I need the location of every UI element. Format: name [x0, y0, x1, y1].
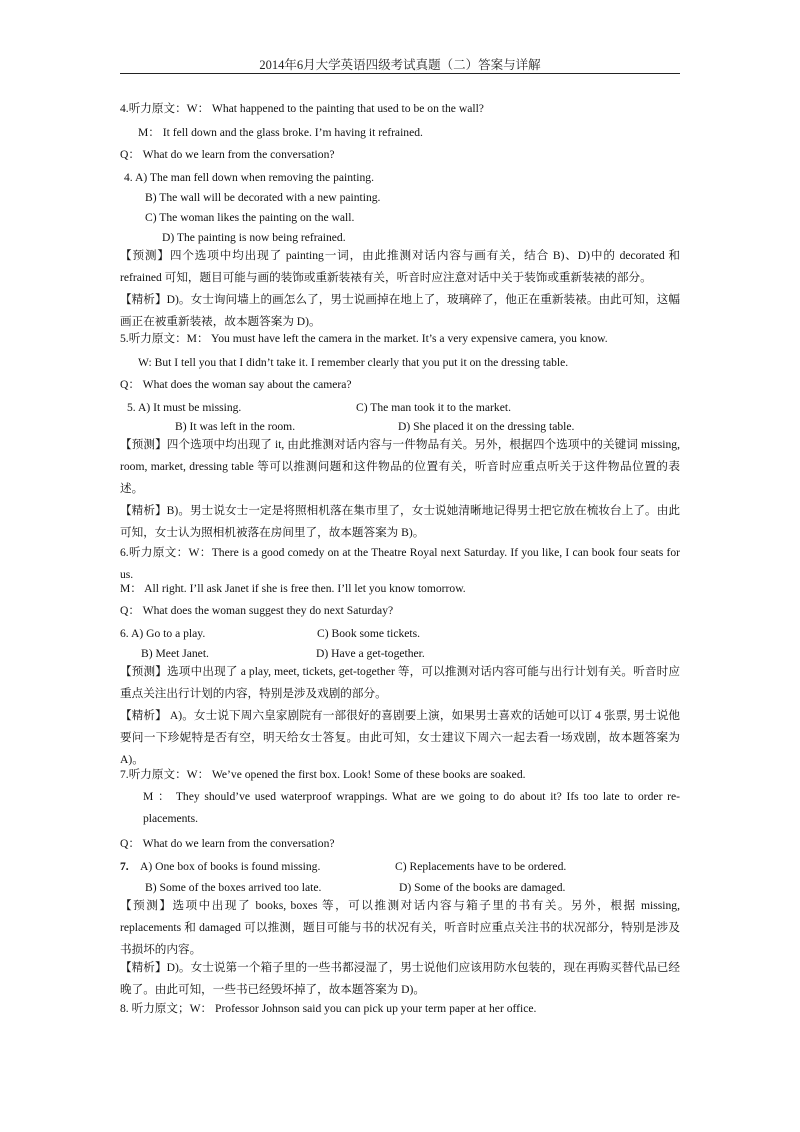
- q4-original-m: M： It fell down and the glass broke. I’m having it refrained.: [138, 126, 423, 139]
- q7-prediction: 【预测】选项中出现了 books, boxes 等，可以推测对话内容与箱子里的书有关。另外，根据 missing, replacements 和 damaged 可以推测，题目可能与书的状况有关，听音时应重点关注书的状况部分，特别是涉及书损坏的内容。: [120, 899, 680, 956]
- q5-option-a: 5. A) It must be missing.: [127, 401, 242, 414]
- q7-original-m: M ： They should’ve used waterproof wrappings. What are we going to do about it? Ifs too late to order re-placements.: [143, 790, 680, 825]
- q6-option-a: 6. A) Go to a play.: [120, 627, 206, 640]
- q6-option-b: B) Meet Janet.: [141, 647, 209, 660]
- page-header-title: 2014年6月大学英语四级考试真题（二）答案与详解: [259, 58, 541, 72]
- q5-option-b: B) It was left in the room.: [175, 420, 296, 433]
- q5-option-c: C) The man took it to the market.: [356, 401, 511, 414]
- q4-option-a: 4. A) The man fell down when removing the painting.: [124, 171, 374, 184]
- q7-option-d: D) Some of the books are damaged.: [399, 881, 566, 894]
- q6-analysis: 【精析】 A)。女士说下周六皇家剧院有一部很好的喜剧要上演，如果男士喜欢的话她可以订 4 张票, 男士说他要问一下珍妮特是否有空，明天给女士答复。由此可知，女士建议下周六一起去看一场戏剧，故本题答案为 A)。: [120, 709, 680, 766]
- q7-option-b: B) Some of the boxes arrived too late.: [145, 881, 322, 894]
- q7-original-w: 7.听力原文：W： We’ve opened the first box. Look! Some of these books are soaked.: [120, 768, 526, 781]
- q4-original-w: 4.听力原文：W： What happened to the painting that used to be on the wall?: [120, 102, 484, 115]
- q4-prediction: 【预测】四个选项中均出现了 painting一词，由此推测对话内容与画有关，结合 B)、D)中的 decorated 和 refrained 可知，题目可能与画的装饰或重新装裱有关，听音时应注意对话中关于装饰或重新装裱的部分。: [120, 249, 680, 284]
- q6-prediction: 【预测】选项中出现了 a play, meet, tickets, get-together 等，可以推测对话内容可能与出行计划有关。听音时应重点关注出行计划的内容，特别是涉及戏剧的部分。: [120, 665, 680, 700]
- q4-option-b: B) The wall will be decorated with a new painting.: [145, 191, 381, 204]
- q6-question: Q： What does the woman suggest they do next Saturday?: [120, 604, 394, 617]
- q5-question: Q： What does the woman say about the camera?: [120, 378, 352, 391]
- q4-option-d: D) The painting is now being refrained.: [162, 231, 346, 244]
- q6-option-d: D) Have a get-together.: [316, 647, 425, 660]
- q5-prediction: 【预测】四个选项中均出现了 it, 由此推测对话内容与一件物品有关。另外，根据四个选项中的关键词 missing, room, market, dressing table 等可以推测问题和这件物品的位置有关，听音时应重点听关于这件物品位置的表述。: [120, 438, 680, 495]
- q6-option-c: C) Book some tickets.: [317, 627, 421, 640]
- header-divider: [120, 73, 680, 74]
- q5-option-d: D) She placed it on the dressing table.: [398, 420, 575, 433]
- q7-analysis: 【精析】D)。女士说第一个箱子里的一些书都浸湿了，男士说他们应该用防水包装的，现在再购买替代品已经晚了。由此可知，一些书已经毁坏掉了，故本题答案为 D)。: [120, 961, 680, 996]
- q5-analysis: 【精析】B)。男士说女士一定是将照相机落在集市里了，女士说她清晰地记得男士把它放在梳妆台上了。由此可知，女士认为照相机被落在房间里了，故本题答案为 B)。: [120, 504, 680, 539]
- q6-original-w: 6.听力原文：W：There is a good comedy on at the Theatre Royal next Saturday. If you like, I can book four seats for us.: [120, 546, 680, 581]
- q7-option-a: A) One box of books is found missing.: [140, 860, 321, 873]
- q5-original-m: 5.听力原文：M： You must have left the camera in the market. It’s a very expensive camera, you know.: [120, 332, 608, 345]
- q8-original-w: 8. 听力原文；W： Professor Johnson said you can pick up your term paper at her office.: [120, 1002, 537, 1015]
- q4-option-c: C) The woman likes the painting on the wall.: [145, 211, 355, 224]
- q6-original-m: M： All right. I’ll ask Janet if she is free then. I’ll let you know tomorrow.: [120, 582, 466, 595]
- q4-analysis: 【精析】D)。女士询问墙上的画怎么了，男士说画掉在地上了，玻璃碎了，他正在重新装裱。由此可知，这幅画正在被重新装裱，故本题答案为 D)。: [120, 293, 680, 328]
- q4-question: Q： What do we learn from the conversation?: [120, 148, 335, 161]
- q5-original-w: W: But I tell you that I didn’t take it. I remember clearly that you put it on the dressing table.: [138, 356, 569, 369]
- q7-option-c: C) Replacements have to be ordered.: [395, 860, 567, 873]
- q7-number: 7.: [120, 860, 129, 873]
- q7-question: Q： What do we learn from the conversation?: [120, 837, 335, 850]
